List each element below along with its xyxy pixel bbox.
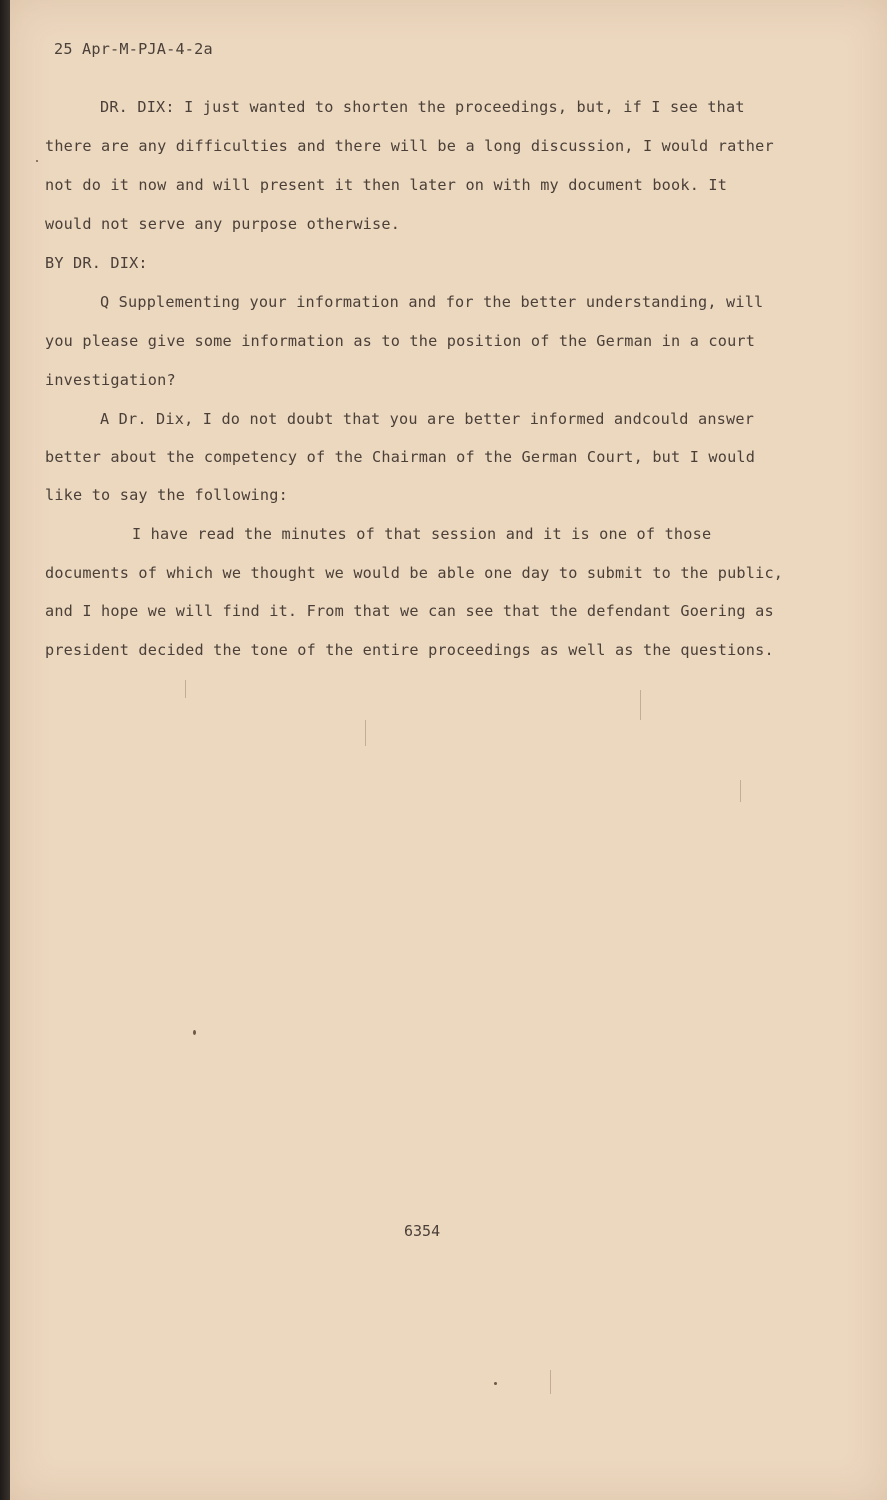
paper-speck <box>193 1030 196 1035</box>
text-line: Q Supplementing your information and for the better understanding, will <box>100 293 764 311</box>
text-line: DR. DIX: I just wanted to shorten the proceedings, but, if I see that <box>100 98 745 116</box>
scan-edge <box>0 0 10 1500</box>
text-line: A Dr. Dix, I do not doubt that you are better informed andcould answer <box>100 410 755 428</box>
text-line: BY DR. DIX: <box>45 254 148 272</box>
page-number: 6354 <box>404 1222 441 1240</box>
text-line: you please give some information as to the position of the German in a court <box>45 332 756 350</box>
document-reference: 25 Apr-M-PJA-4-2a <box>54 40 213 58</box>
document-page <box>10 0 887 1500</box>
text-line: documents of which we thought we would be able one day to submit to the public, <box>45 564 784 582</box>
paper-speck <box>36 160 38 162</box>
text-line: better about the competency of the Chairman of the German Court, but I would <box>45 448 756 466</box>
text-line: there are any difficulties and there will be a long discussion, I would rather <box>45 137 774 155</box>
paper-fiber <box>640 690 641 720</box>
text-line: and I hope we will find it. From that we can see that the defendant Goering as <box>45 602 774 620</box>
paper-fiber <box>550 1370 551 1394</box>
text-line: not do it now and will present it then later on with my document book. It <box>45 176 728 194</box>
text-line: like to say the following: <box>45 486 288 504</box>
text-line: I have read the minutes of that session and it is one of those <box>132 525 712 543</box>
paper-speck <box>494 1382 497 1385</box>
text-line: would not serve any purpose otherwise. <box>45 215 401 233</box>
text-line: president decided the tone of the entire proceedings as well as the questions. <box>45 641 774 659</box>
text-line: investigation? <box>45 371 176 389</box>
paper-fiber <box>185 680 186 698</box>
paper-fiber <box>365 720 366 746</box>
paper-fiber <box>740 780 741 802</box>
